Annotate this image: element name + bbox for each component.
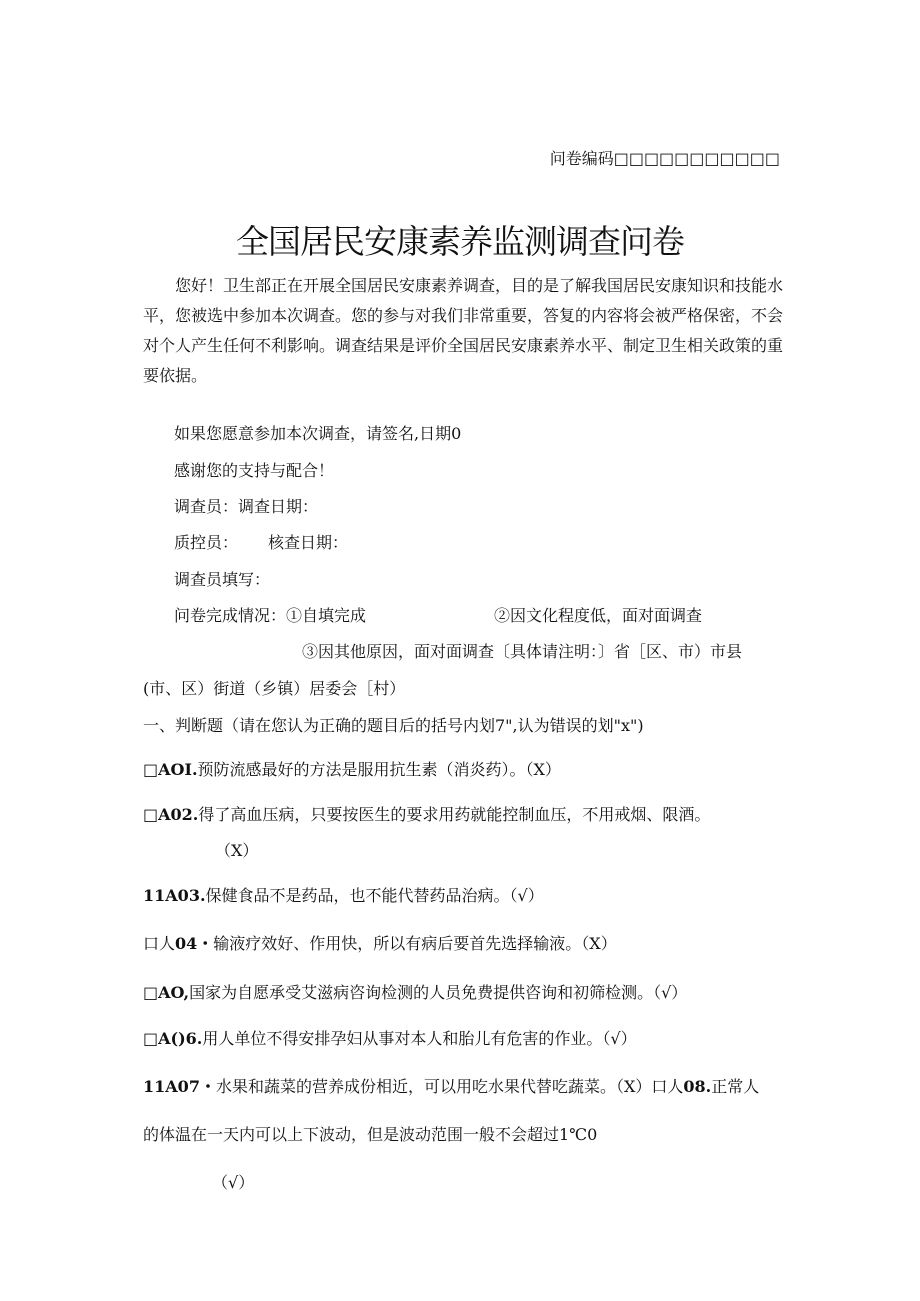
intro-paragraph: 您好！卫生部正在开展全国居民安康素养调查，目的是了解我国居民安康知识和技能水平，您被选中参加本次调查。您的参与对我们非常重要，答复的内容将会被严格保密，不会对个人产生任何不利影响。调查结果是评价全国居民安康素养水平、制定卫生相关政策的重要依据。 — [143, 276, 784, 385]
completion-option-2: ②因文化程度低，面对面调查 — [494, 606, 703, 625]
thanks-line: 感谢您的支持与配合！ — [174, 461, 335, 480]
question-text: 预防流感最好的方法是服用抗生素（消炎药）。（X） — [197, 760, 561, 779]
question-number: □AO, — [143, 983, 190, 1002]
question-text: 得了高血压病，只要按医生的要求用药就能控制血压，不用戒烟、限酒。 — [198, 805, 711, 824]
question-5 — [143, 982, 687, 1004]
question-text: 水果和蔬菜的营养成份相近，可以用吃水果代替吃蔬菜。（X）口人 — [215, 1077, 684, 1096]
question-number: □AOI. — [143, 760, 198, 779]
question-6 — [143, 1028, 637, 1050]
question-2-answer: （X） — [215, 841, 259, 860]
qc-label: 质控员： — [174, 533, 239, 552]
question-text: 用人单位不得安排孕妇从事对本人和胎儿有危害的作业。（√） — [202, 1029, 637, 1048]
surveyor-fill-label: 调查员填写： — [174, 570, 271, 589]
location-line: (市、区）街道（乡镇）居委会［村） — [143, 679, 406, 698]
surveyor-line: 调查员：调查日期： — [174, 497, 319, 516]
question-4 — [143, 933, 617, 955]
question-text: 国家为自愿承受艾滋病咨询检测的人员免费提供咨询和初筛检测。（√） — [189, 983, 688, 1002]
question-prefix: 口人 — [143, 934, 176, 953]
questionnaire-code: 问卷编码□□□□□□□□□□□ — [549, 149, 780, 168]
question-number: □A02. — [143, 805, 199, 824]
question-8-number: 08. — [683, 1077, 712, 1096]
question-number: 11A03. — [143, 886, 206, 905]
check-date-label: 核查日期： — [268, 533, 349, 552]
question-8-continued: 的体温在一天内可以上下波动，但是波动范围一般不会超过1℃0 — [143, 1125, 598, 1144]
page-title: 全国居民安康素养监测调查问卷 — [236, 222, 684, 261]
question-number: 11A07・ — [143, 1077, 216, 1096]
question-8-text: 正常人 — [711, 1077, 760, 1096]
question-1 — [143, 759, 561, 781]
question-text: 保健食品不是药品，也不能代替药品治病。（√） — [205, 886, 544, 905]
section-heading: 一、判断题（请在您认为正确的题目后的括号内划7",认为错误的划"x") — [143, 716, 644, 735]
question-2 — [143, 804, 710, 826]
question-3 — [143, 885, 544, 907]
question-8-answer: （√） — [212, 1173, 255, 1192]
question-number: □A()6. — [143, 1029, 203, 1048]
question-number: 04・ — [175, 934, 214, 953]
completion-option-1: 问卷完成情况：①自填完成 — [174, 606, 367, 625]
completion-option-3: ③因其他原因，面对面调查〔具体请注明：〕省［区、市）市县 — [302, 642, 743, 661]
consent-line: 如果您愿意参加本次调查，请签名,日期0 — [174, 424, 462, 443]
question-7 — [143, 1076, 759, 1098]
question-text: 输液疗效好、作用快，所以有病后要首先选择输液。（X） — [213, 934, 617, 953]
